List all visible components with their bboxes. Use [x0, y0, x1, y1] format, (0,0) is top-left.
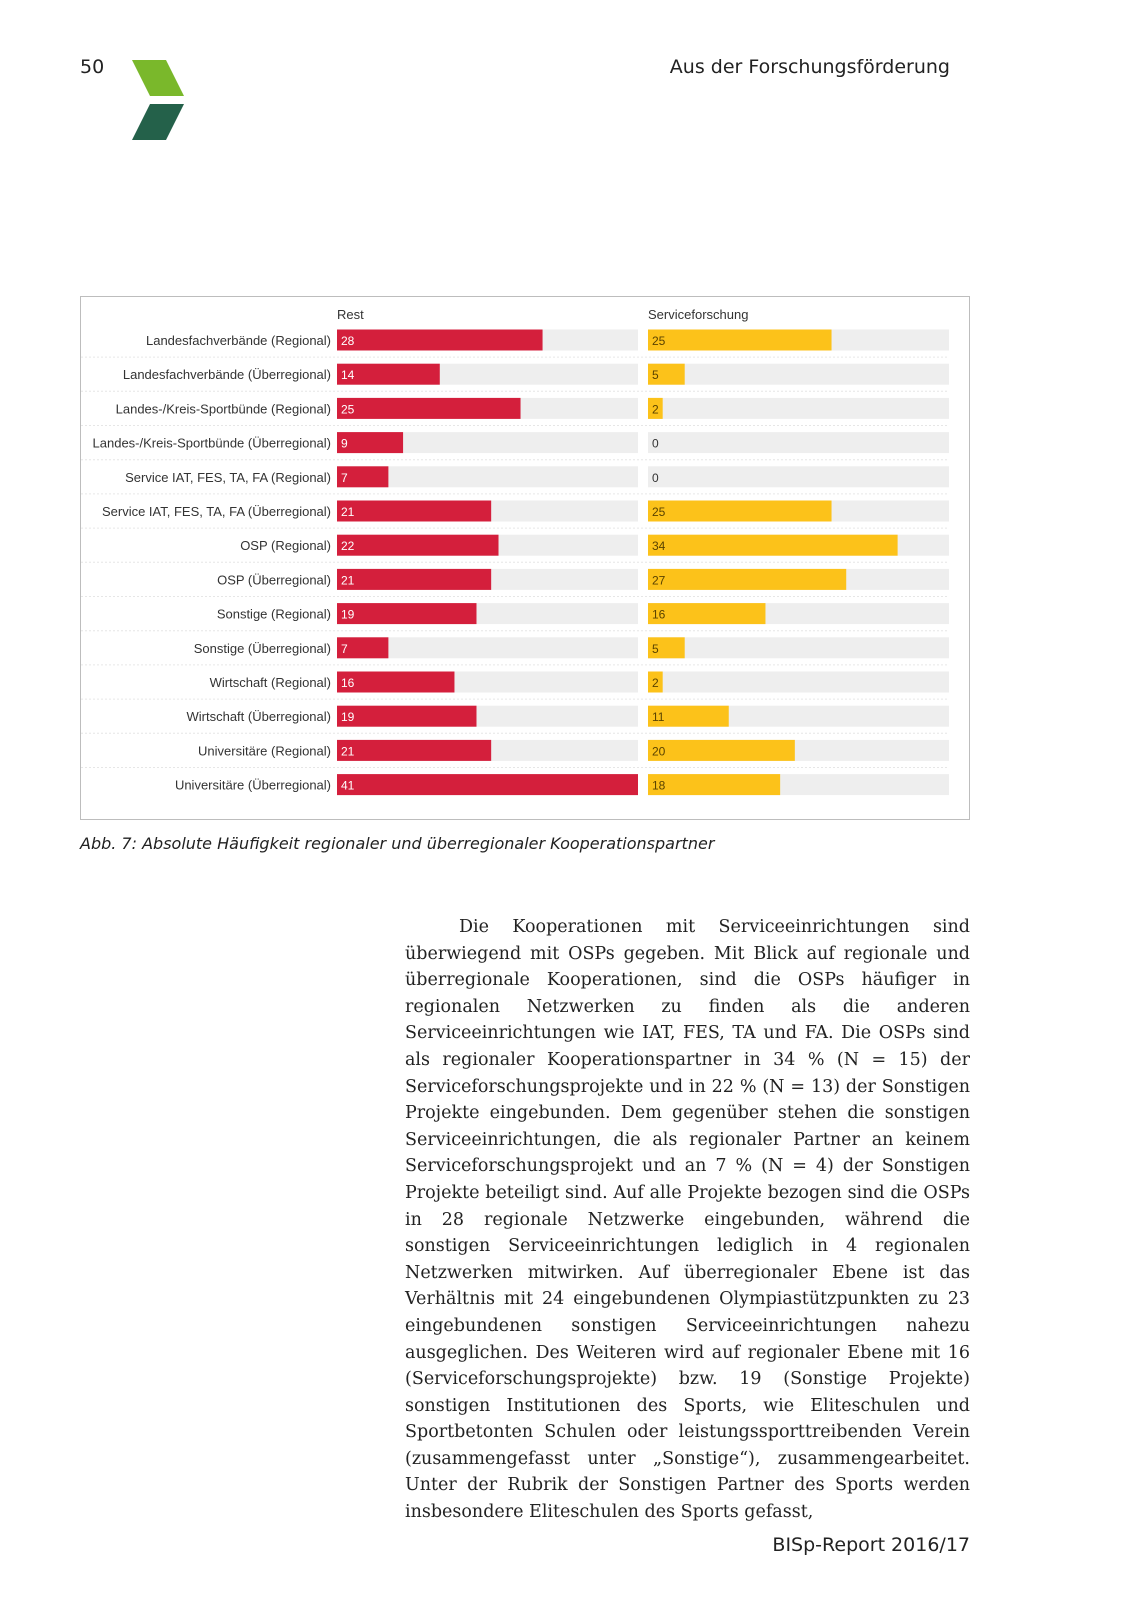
bar-rest: [337, 535, 499, 556]
value-label-serviceforschung: 27: [652, 573, 666, 588]
value-label-rest: 9: [341, 436, 348, 451]
logo-upper-chevron: [132, 60, 184, 96]
value-label-serviceforschung: 18: [652, 778, 666, 793]
category-label: Universitäre (Überregional): [174, 777, 331, 793]
bar-track: [648, 466, 949, 487]
value-label-serviceforschung: 2: [652, 676, 659, 690]
value-label-rest: 41: [341, 778, 355, 793]
page-number: 50: [80, 56, 105, 78]
bar-rest: [337, 672, 454, 693]
bar-serviceforschung: [648, 569, 846, 590]
category-label: Wirtschaft (Regional): [209, 675, 331, 690]
category-label: Landes-/Kreis-Sportbünde (Überregional): [92, 435, 331, 451]
category-label: Universitäre (Regional): [198, 743, 331, 759]
value-label-rest: 21: [341, 744, 355, 759]
bar-serviceforschung: [648, 603, 765, 624]
bar-track: [648, 637, 949, 658]
value-label-rest: 25: [341, 402, 355, 417]
value-label-serviceforschung: 25: [652, 505, 666, 519]
body-paragraph: Die Kooperationen mit Serviceeinrichtungen sind überwiegend mit OSPs gegeben. Mit Blick auf regionale und überregionale Kooperationen, sind die OSPs häufiger in regionalen Netzwerken zu finden als die anderen Serviceeinrichtungen wie IAT, FES, TA und FA. Die OSPs sind als regionaler Kooperationspartner in 34 % (N = 15) der Serviceforschungsprojekte und in 22 % (N = 13) der Sonstigen Projekte eingebunden. Dem gegenüber stehen die sonstigen Serviceeinrichtungen, die als regionaler Partner an keinem Serviceforschungsprojekt und an 7 % (N = 4) der Sonstigen Projekte beteiligt sind. Auf alle Projekte bezogen sind die OSPs in 28 regionale Netzwerke eingebunden, während die sonstigen Serviceeinrichtungen lediglich in 4 regionalen Netzwerken mitwirken. Auf überregionaler Ebene ist das Verhältnis mit 24 eingebundenen Olympiastützpunkten zu 23 eingebundenen sonstigen Serviceeinrichtungen nahezu ausgeglichen. Des Weiteren wird auf regionaler Ebene mit 16 (Serviceforschungsprojekte) bzw. 19 (Sonstige Projekte) sonstigen Institutionen des Sports, wie Eliteschulen und Sportbetonten Schulen oder leistungssporttreibenden Verein (zusammengefasst unter „Sonstige“), zusammengearbeitet. Unter der Rubrik der Sonstigen Partner des Sports werden insbesondere Eliteschulen des Sports gefasst,: [405, 917, 970, 1523]
category-label: OSP (Regional): [240, 538, 331, 554]
category-label: OSP (Überregional): [217, 572, 331, 588]
value-label-serviceforschung: 0: [652, 470, 659, 485]
value-label-rest: 21: [341, 573, 355, 588]
value-label-serviceforschung: 25: [652, 334, 666, 348]
category-label: Landesfachverbände (Regional): [145, 333, 331, 348]
category-label: Service IAT, FES, TA, FA (Überregional): [101, 504, 331, 519]
category-label: Service IAT, FES, TA, FA (Regional): [125, 469, 331, 485]
category-label: Landesfachverbände (Überregional): [122, 367, 331, 383]
bar-track: [648, 364, 949, 385]
series-header: Rest: [337, 307, 364, 322]
series-header: Serviceforschung: [648, 307, 749, 322]
bar-rest: [337, 501, 491, 522]
value-label-rest: 21: [341, 505, 355, 519]
value-label-serviceforschung: 2: [652, 402, 659, 417]
value-label-rest: 19: [341, 710, 355, 725]
bar-track: [648, 432, 949, 453]
category-label: Sonstige (Regional): [216, 606, 331, 622]
bar-rest: [337, 398, 521, 419]
bar-serviceforschung: [648, 740, 795, 761]
bar-rest: [337, 330, 543, 351]
bar-track: [648, 398, 949, 419]
value-label-rest: 16: [341, 676, 355, 690]
value-label-serviceforschung: 5: [652, 368, 659, 383]
category-label: Wirtschaft (Überregional): [186, 709, 331, 725]
bar-chart: [81, 297, 969, 819]
bar-serviceforschung: [648, 774, 780, 795]
value-label-rest: 22: [341, 539, 355, 554]
value-label-rest: 14: [341, 368, 355, 383]
figure-chart: [80, 296, 970, 820]
category-label: Sonstige (Überregional): [193, 640, 331, 656]
bar-rest: [337, 774, 638, 795]
bar-rest: [337, 569, 491, 590]
section-title: Aus der Forschungsförderung: [669, 56, 950, 78]
value-label-serviceforschung: 11: [652, 710, 665, 725]
value-label-serviceforschung: 20: [652, 744, 666, 759]
value-label-serviceforschung: 16: [652, 607, 666, 622]
chevron-logo-icon: [132, 60, 188, 144]
value-label-rest: 7: [341, 470, 348, 485]
figure-caption: Abb. 7: Absolute Häufigkeit regionaler und überregionaler Kooperationspartner: [80, 834, 715, 853]
bar-serviceforschung: [648, 501, 832, 522]
bar-serviceforschung: [648, 535, 898, 556]
bar-rest: [337, 603, 476, 624]
value-label-rest: 28: [341, 334, 355, 348]
bar-track: [648, 672, 949, 693]
value-label-serviceforschung: 0: [652, 436, 659, 451]
bar-rest: [337, 740, 491, 761]
value-label-serviceforschung: 34: [652, 539, 666, 554]
footer-report: BISp-Report 2016/17: [772, 1534, 970, 1556]
logo-lower-chevron: [132, 104, 184, 140]
value-label-rest: 19: [341, 607, 355, 622]
value-label-rest: 7: [341, 641, 348, 656]
bar-rest: [337, 706, 476, 727]
bar-serviceforschung: [648, 330, 832, 351]
category-label: Landes-/Kreis-Sportbünde (Regional): [115, 401, 331, 417]
value-label-serviceforschung: 5: [652, 641, 659, 656]
